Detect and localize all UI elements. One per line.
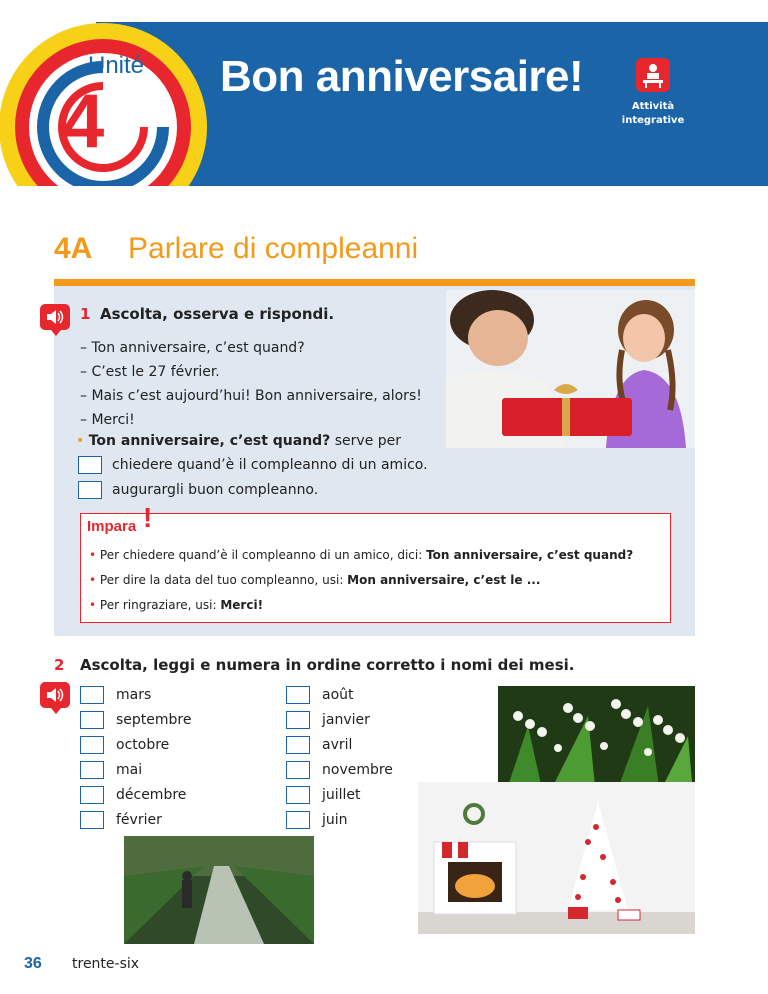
impara-row bbox=[89, 573, 540, 587]
month-checkbox[interactable] bbox=[80, 736, 104, 754]
unit-label: Unité bbox=[88, 52, 145, 79]
audio-speaker-icon[interactable] bbox=[40, 304, 70, 330]
page-number-words: trente-six bbox=[72, 956, 140, 972]
month-checkbox[interactable] bbox=[286, 811, 310, 829]
exercise-2-number: 2 bbox=[54, 656, 65, 674]
unit-number: 4 bbox=[62, 79, 105, 164]
month-checkbox[interactable] bbox=[80, 761, 104, 779]
month-checkbox[interactable] bbox=[80, 786, 104, 804]
question-bold: Ton anniversaire, c’est quand? bbox=[88, 433, 331, 449]
month-label: janvier bbox=[322, 712, 370, 728]
exclamation-icon: ! bbox=[143, 502, 153, 533]
section-code: 4A bbox=[54, 232, 93, 265]
christmas-fireplace-photo bbox=[418, 782, 695, 934]
answer-checkbox[interactable] bbox=[78, 456, 102, 474]
audio-speaker-icon[interactable] bbox=[40, 682, 70, 708]
impara-row-bold: Merci! bbox=[220, 598, 264, 612]
impara-row-text: Per dire la data del tuo compleanno, usi: bbox=[99, 573, 348, 587]
question-prompt bbox=[76, 433, 401, 449]
month-checkbox[interactable] bbox=[80, 686, 104, 704]
month-label: mai bbox=[116, 762, 143, 778]
month-label: août bbox=[322, 687, 354, 703]
month-checkbox[interactable] bbox=[286, 761, 310, 779]
month-label: juillet bbox=[322, 787, 361, 803]
month-label: décembre bbox=[116, 787, 187, 803]
answer-option: chiedere quand’è il compleanno di un amico. bbox=[112, 457, 428, 473]
impara-row-text: Per chiedere quand’è il compleanno di un amico, dici: bbox=[99, 548, 427, 562]
bullet-icon: • bbox=[89, 573, 100, 587]
impara-row bbox=[89, 598, 263, 612]
teacher-desk-icon[interactable] bbox=[636, 58, 670, 92]
impara-title: Impara bbox=[87, 518, 137, 535]
month-label: avril bbox=[322, 737, 353, 753]
bullet-icon: • bbox=[89, 598, 100, 612]
month-checkbox[interactable] bbox=[286, 736, 310, 754]
activities-label[interactable] bbox=[610, 100, 696, 128]
month-checkbox[interactable] bbox=[286, 711, 310, 729]
answer-option: augurargli buon compleanno. bbox=[112, 482, 319, 498]
month-label: octobre bbox=[116, 737, 170, 753]
section-divider bbox=[54, 279, 695, 286]
month-label: novembre bbox=[322, 762, 393, 778]
bullet-icon: • bbox=[89, 548, 100, 562]
month-checkbox[interactable] bbox=[80, 711, 104, 729]
question-rest: serve per bbox=[330, 433, 402, 449]
exercise-1-title: Ascolta, osserva e rispondi. bbox=[100, 305, 335, 323]
impara-row-bold: Mon anniversaire, c’est le ... bbox=[347, 573, 541, 587]
page-title: Bon anniversaire! bbox=[220, 52, 584, 101]
month-label: mars bbox=[116, 687, 152, 703]
impara-row-text: Per ringraziare, usi: bbox=[99, 598, 221, 612]
dialogue-line: – Mais c’est aujourd’hui! Bon anniversaire, alors! bbox=[80, 388, 422, 404]
month-label: juin bbox=[322, 812, 348, 828]
impara-box bbox=[80, 502, 671, 623]
month-label: septembre bbox=[116, 712, 192, 728]
bullet-icon: • bbox=[76, 433, 89, 449]
dialogue-line: – Ton anniversaire, c’est quand? bbox=[80, 340, 305, 356]
section-title: Parlare di compleanni bbox=[128, 232, 419, 265]
impara-row-bold: Ton anniversaire, c’est quand? bbox=[426, 548, 634, 562]
activities-label-line-1: Attività bbox=[631, 101, 675, 112]
rainy-path-photo bbox=[124, 836, 314, 944]
activities-label-line-2: integrative bbox=[621, 115, 685, 126]
page-number: 36 bbox=[24, 955, 42, 972]
answer-checkbox[interactable] bbox=[78, 481, 102, 499]
month-checkbox[interactable] bbox=[286, 786, 310, 804]
unit-banner bbox=[0, 22, 768, 186]
exercise-2-title: Ascolta, leggi e numera in ordine corretto i nomi dei mesi. bbox=[80, 656, 575, 674]
exercise-1-number: 1 bbox=[80, 305, 91, 323]
month-label: février bbox=[116, 812, 162, 828]
dialogue-line: – Merci! bbox=[80, 412, 135, 428]
impara-row bbox=[89, 548, 633, 562]
month-checkbox[interactable] bbox=[286, 686, 310, 704]
dialogue-line: – C’est le 27 février. bbox=[80, 364, 220, 380]
birthday-photo bbox=[446, 290, 695, 448]
month-checkbox[interactable] bbox=[80, 811, 104, 829]
